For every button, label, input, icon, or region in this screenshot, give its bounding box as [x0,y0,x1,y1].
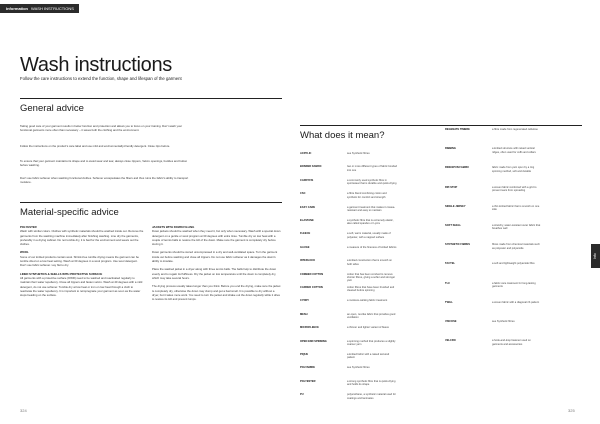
glossary-term: MESH [300,312,308,316]
glossary-definition: a soft and lightweight polyamide fibre [492,262,535,266]
glossary-entry [300,286,397,293]
glossary-entry [300,219,397,226]
glossary-entry [300,340,397,347]
glossary-entry [300,165,397,172]
glossary-term: EASY CARE [300,205,316,209]
header-section: Information [0,4,30,13]
glossary-definition: fabric made from yarn spun by a ring spinning method, soft and durable [492,166,535,173]
glossary-entry [445,243,542,250]
glossary-entry [300,353,397,360]
glossary-definition: a garment treatment that makes it crease-resistant and easy to maintain [347,205,396,212]
page-number-left: 324 [20,408,27,413]
glossary-definition: an open, net-like fabric that provides good ventilation [347,312,396,320]
glossary-definition: fibres made from chemical materials such as polyester and polyamide [492,243,540,250]
material-text: Some of our knitted products contain wool. Shrink-free tumble drying means the garment can be tumble dried on a low heat setting. Wash at 30 degrees in a wool program. Use wool detergent. Don't use fabric softener. Lay flat to dry. [20,254,139,268]
glossary-definition: see Synthetic fibres [347,152,370,155]
glossary-term: POLYESTER [300,379,316,383]
glossary-entry [300,326,397,329]
glossary-definition: a woven fabric with a diagonal rib pattern [492,300,540,304]
material-right-column [152,225,282,301]
glossary-term: RINGSPUN FABRIC [445,166,470,170]
material-text: All garments with a protective surface (DWR) need to be washed and reactivated regularly to maintain their water repellency. Close all zippers and fasten velcro. Wash at 40 degrees with a mild detergent, do not use softener. Tumble dry at low heat or iron on low heat through a cloth to reactivate the water repellency. It is important to reimpregnate your garment as soon as the water stops beading on the surface. [20,275,143,298]
glossary-entry [300,393,397,400]
glossary-definition: a spinning method that produces a slightly coarser yarn [347,339,396,346]
glossary-term: SOFT SHELL [445,224,462,227]
page-header [0,4,79,13]
glossary-term: PIQUE [300,353,309,356]
material-text: Down jackets should be washed when they need it, but only when necessary. Wash with a special down detergent on a gentle or wool program at 30 degrees with extra rinse. Tumble dry on low heat with a couple of tennis balls to restore the loft of the down. Make sure the garment is completely dry before storing it. [152,229,281,247]
page-title: Wash instructions [20,54,172,76]
glossary-term: RIP-STOP [445,185,458,189]
page-intro: Follow the care instructions to extend the function, shape and lifespan of the garment [20,76,182,81]
glossary-entry [300,380,397,387]
glossary-entry [445,186,542,193]
glossary-entry [445,339,542,346]
glossary-term: CSC [300,192,306,196]
glossary-definition: a thin knitted fabric that is smooth on one side [492,204,540,212]
material-advice-title: Material-specific advice [20,207,119,218]
general-para-4: Don't use fabric softener when washing functional clothes. Softener encapsulates the fibers and thus ruins the fabric's ability to transport moisture. [20,176,189,185]
glossary-entry [445,320,542,323]
glossary-definition: a moisture-wicking fabric treatment [347,299,388,303]
glossary-entry [445,282,542,289]
glossary-entry [445,205,542,212]
glossary-term: GAUGE [300,245,310,249]
glossary-term: RIBBING [445,147,456,151]
glossary-definition: a hook-and-loop fastener used on garments and accessories [492,339,531,346]
glossary-term: VELCRO [445,339,456,343]
glossary-definition: a strong synthetic fibre that is quick-drying and holds its shape [347,379,396,387]
glossary-term: TACTEL [445,262,456,266]
glossary-entry [300,259,397,266]
general-advice-title: General advice [20,103,84,114]
glossary-definition: a fibre made from regenerated cellulose [492,128,538,131]
glossary-entry [300,232,397,239]
glossary-term: FLEECE [300,232,311,236]
glossary-definition: a fabric care treatment for long-lasting garments [492,281,536,288]
material-text: Place the washed jacket in a dryer along with three tennis balls. The balls help to distribute the down evenly and to regain its fluffiness. Dry the jacket on low temperature until the down is completely dry, which may take several hours. [152,267,277,280]
glossary-entry [300,246,397,249]
glossary-term: CARDYFIS [300,178,314,182]
glossary-definition: polyurethane, a synthetic material used for coatings and laminates [347,393,396,400]
glossary-entry [445,166,542,173]
glossary-definition: a woven fabric reinforced with a grid to prevent tears from spreading [492,185,537,192]
material-heading: WOOL [20,250,29,255]
glossary-entry [300,273,397,283]
glossary-term: INTERLOCK [300,259,316,263]
glossary-definition: a knitted fabric with a raised textured pattern [347,353,390,360]
glossary-entry [300,179,397,186]
glossary-definition: cotton that has been combed to remove shorter fibres, giving a softer and stronger yarn [347,272,396,283]
material-heading: JACKETS WITH DOWN FILLING [152,225,195,229]
glossary-definition: two or more different types of fabric bonded into one [347,165,397,172]
glossary-entry [300,192,397,199]
glossary-term: SINGLE JERSEY [445,204,466,208]
glossary-entry [445,128,542,131]
material-text: The drying process usually takes longer than you think. Before you end the drying, make sure the jacket is completely dry, otherwise the down may clump and get a bad smell. It is possible to dry without a dryer, but it takes more work. You need to turn the jacket and shake out the down regularly while it dries to restore its loft and prevent lumps. [152,284,281,302]
section-divider [20,98,282,99]
glossary-definition: a stretchy, water-resistant outer fabric that breathes well [492,224,541,231]
glossary-term: COMBED COTTON [300,272,324,276]
glossary-definition: a fibre blend combining cotton and synthetic for comfort and strength [347,192,387,199]
glossary-entry [300,152,397,155]
glossary-term: PU [300,393,304,397]
glossary-term: POLYAMIDE [300,366,315,370]
glossary-term: SYNTHETIC FIBRES [445,243,470,247]
glossary-term: REGENATE TIMBRE [445,128,470,131]
material-text: Down garments should be stored uncompressed in a dry and well-ventilated space. Turn the garment inside out before washing and close all zippers. Do not use fabric softener as it damages the down's ability to insulate. [152,250,278,264]
glossary-definition: a knitted structure with raised vertical ridges, often used for cuffs and collars [492,147,536,154]
material-heading: POLYESTER [20,225,37,229]
glossary-term: OPEN END SPINNING [300,339,327,343]
glossary-definition: cotton fibres that have been brushed and cleaned before spinning [347,286,395,293]
glossary-term: TLC [445,281,451,285]
material-text: Wash with similar colors. Clothes with synthetic materials should be washed inside out. Remove the garments from the washing machine immediately after finishing washing. Line dry the garments, preferably in a drying cabinet. Do not tumble dry, it is bad for the environment and wears out the clothes. [20,229,144,247]
glossary-entry [300,366,397,369]
glossary-definition: a knitted construction that is smooth on both sides [347,259,392,266]
general-para-3: To ensure that your garment maintains its shape and to avoid wear and tear, always close zippers, Velcro openings, buckles and button before washing. [20,159,188,168]
glossary-entry [445,224,542,231]
glossary-definition: see Synthetic fibres [347,366,370,370]
glossary-term: ACRYLIC [300,152,312,155]
section-divider [20,202,282,203]
glossary-term: ELASTANE [300,219,314,222]
page-number-right: 325 [568,408,575,413]
glossary-definition: a thinner and lighter variant of fleece [347,326,389,330]
glossary-term: CARDED COTTON [300,286,323,289]
glossary-term: TWILL [445,300,453,304]
glossary-entry [445,301,542,304]
glossary-entry [300,206,397,213]
glossary-term: VISCOSE [445,320,457,323]
glossary-entry [445,147,542,154]
glossary-definition: a synthetic fibre that is extremely elastic, also called spandex or Lycra [347,219,394,226]
glossary-title: What does it mean? [300,130,385,141]
glossary-definition: a commonly used synthetic fibre in sportswear that is durable and quick-drying [347,178,397,186]
glossary-entry [445,262,542,265]
glossary-term: MICROFLEECE [300,326,319,330]
glossary-entry [300,299,397,302]
glossary-definition: a measure of the fineness of knitted fabrics [347,245,397,249]
general-para-1: Taking good care of your garment results in better function and protection and allows you to focus on your training. Don't wash your functional garments more often than necessary – it saves both the clothing and the environment. [20,124,183,133]
material-heading: LINED SYNTHETICS & SHELLS WITH PROTECTIVE SURFACE [20,271,103,276]
glossary-definition: see Synthetic fibres [492,320,515,323]
material-left-column [20,225,144,297]
glossary-term: CYDRY [300,299,309,303]
header-subsection: WASH INSTRUCTIONS [30,4,79,13]
glossary-definition: a soft, warm material, usually made of polyester, with a napped surface [347,232,391,239]
section-divider [300,125,582,126]
glossary-entry [300,313,397,320]
general-para-2: Follow the instructions on the product's care label and use mild and environmentally-friendly detergent. Close zips before. [20,144,171,148]
glossary-term: BONDED FABRIC [300,165,322,169]
section-tab: Info [591,244,600,268]
